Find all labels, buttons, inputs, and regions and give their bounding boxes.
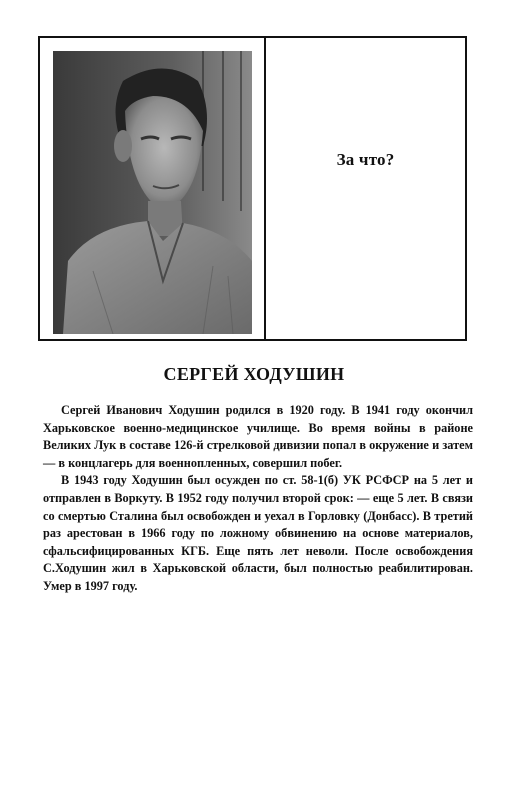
- biography-text: [43, 402, 473, 596]
- portrait-image: [53, 51, 252, 334]
- paragraph: Сергей Иванович Ходушин родился в 1920 году. В 1941 году окончил Харьковское военно-медицинское училище. Во время войны в районе Великих Лук в составе 126-й стрелковой дивизии попал в окружение и затем — в концлагерь для военнопленных, совершил побег.: [43, 403, 473, 470]
- caption-text: За что?: [336, 149, 395, 169]
- paragraph: В 1943 году Ходушин был осужден по ст. 58-1(б) УК РСФСР на 5 лет и отправлен в Воркуту. В 1952 году получил второй срок: — еще 5 лет. В связи со смертью Сталина был освобожден и уехал в Горловку (Донбасс). В третий раз арестован в 1966 году по ложному обвинению на основе материалов, сфальсифицированных КГБ. Еще пять лет неволи. После освобождения С.Ходушин жил в Харьковской области, был полностью реабилитирован. Умер в 1997 году.: [43, 473, 473, 593]
- page-title: СЕРГЕЙ ХОДУШИН: [163, 364, 345, 384]
- portrait-photo: [53, 51, 252, 334]
- portrait-frame: [38, 36, 467, 341]
